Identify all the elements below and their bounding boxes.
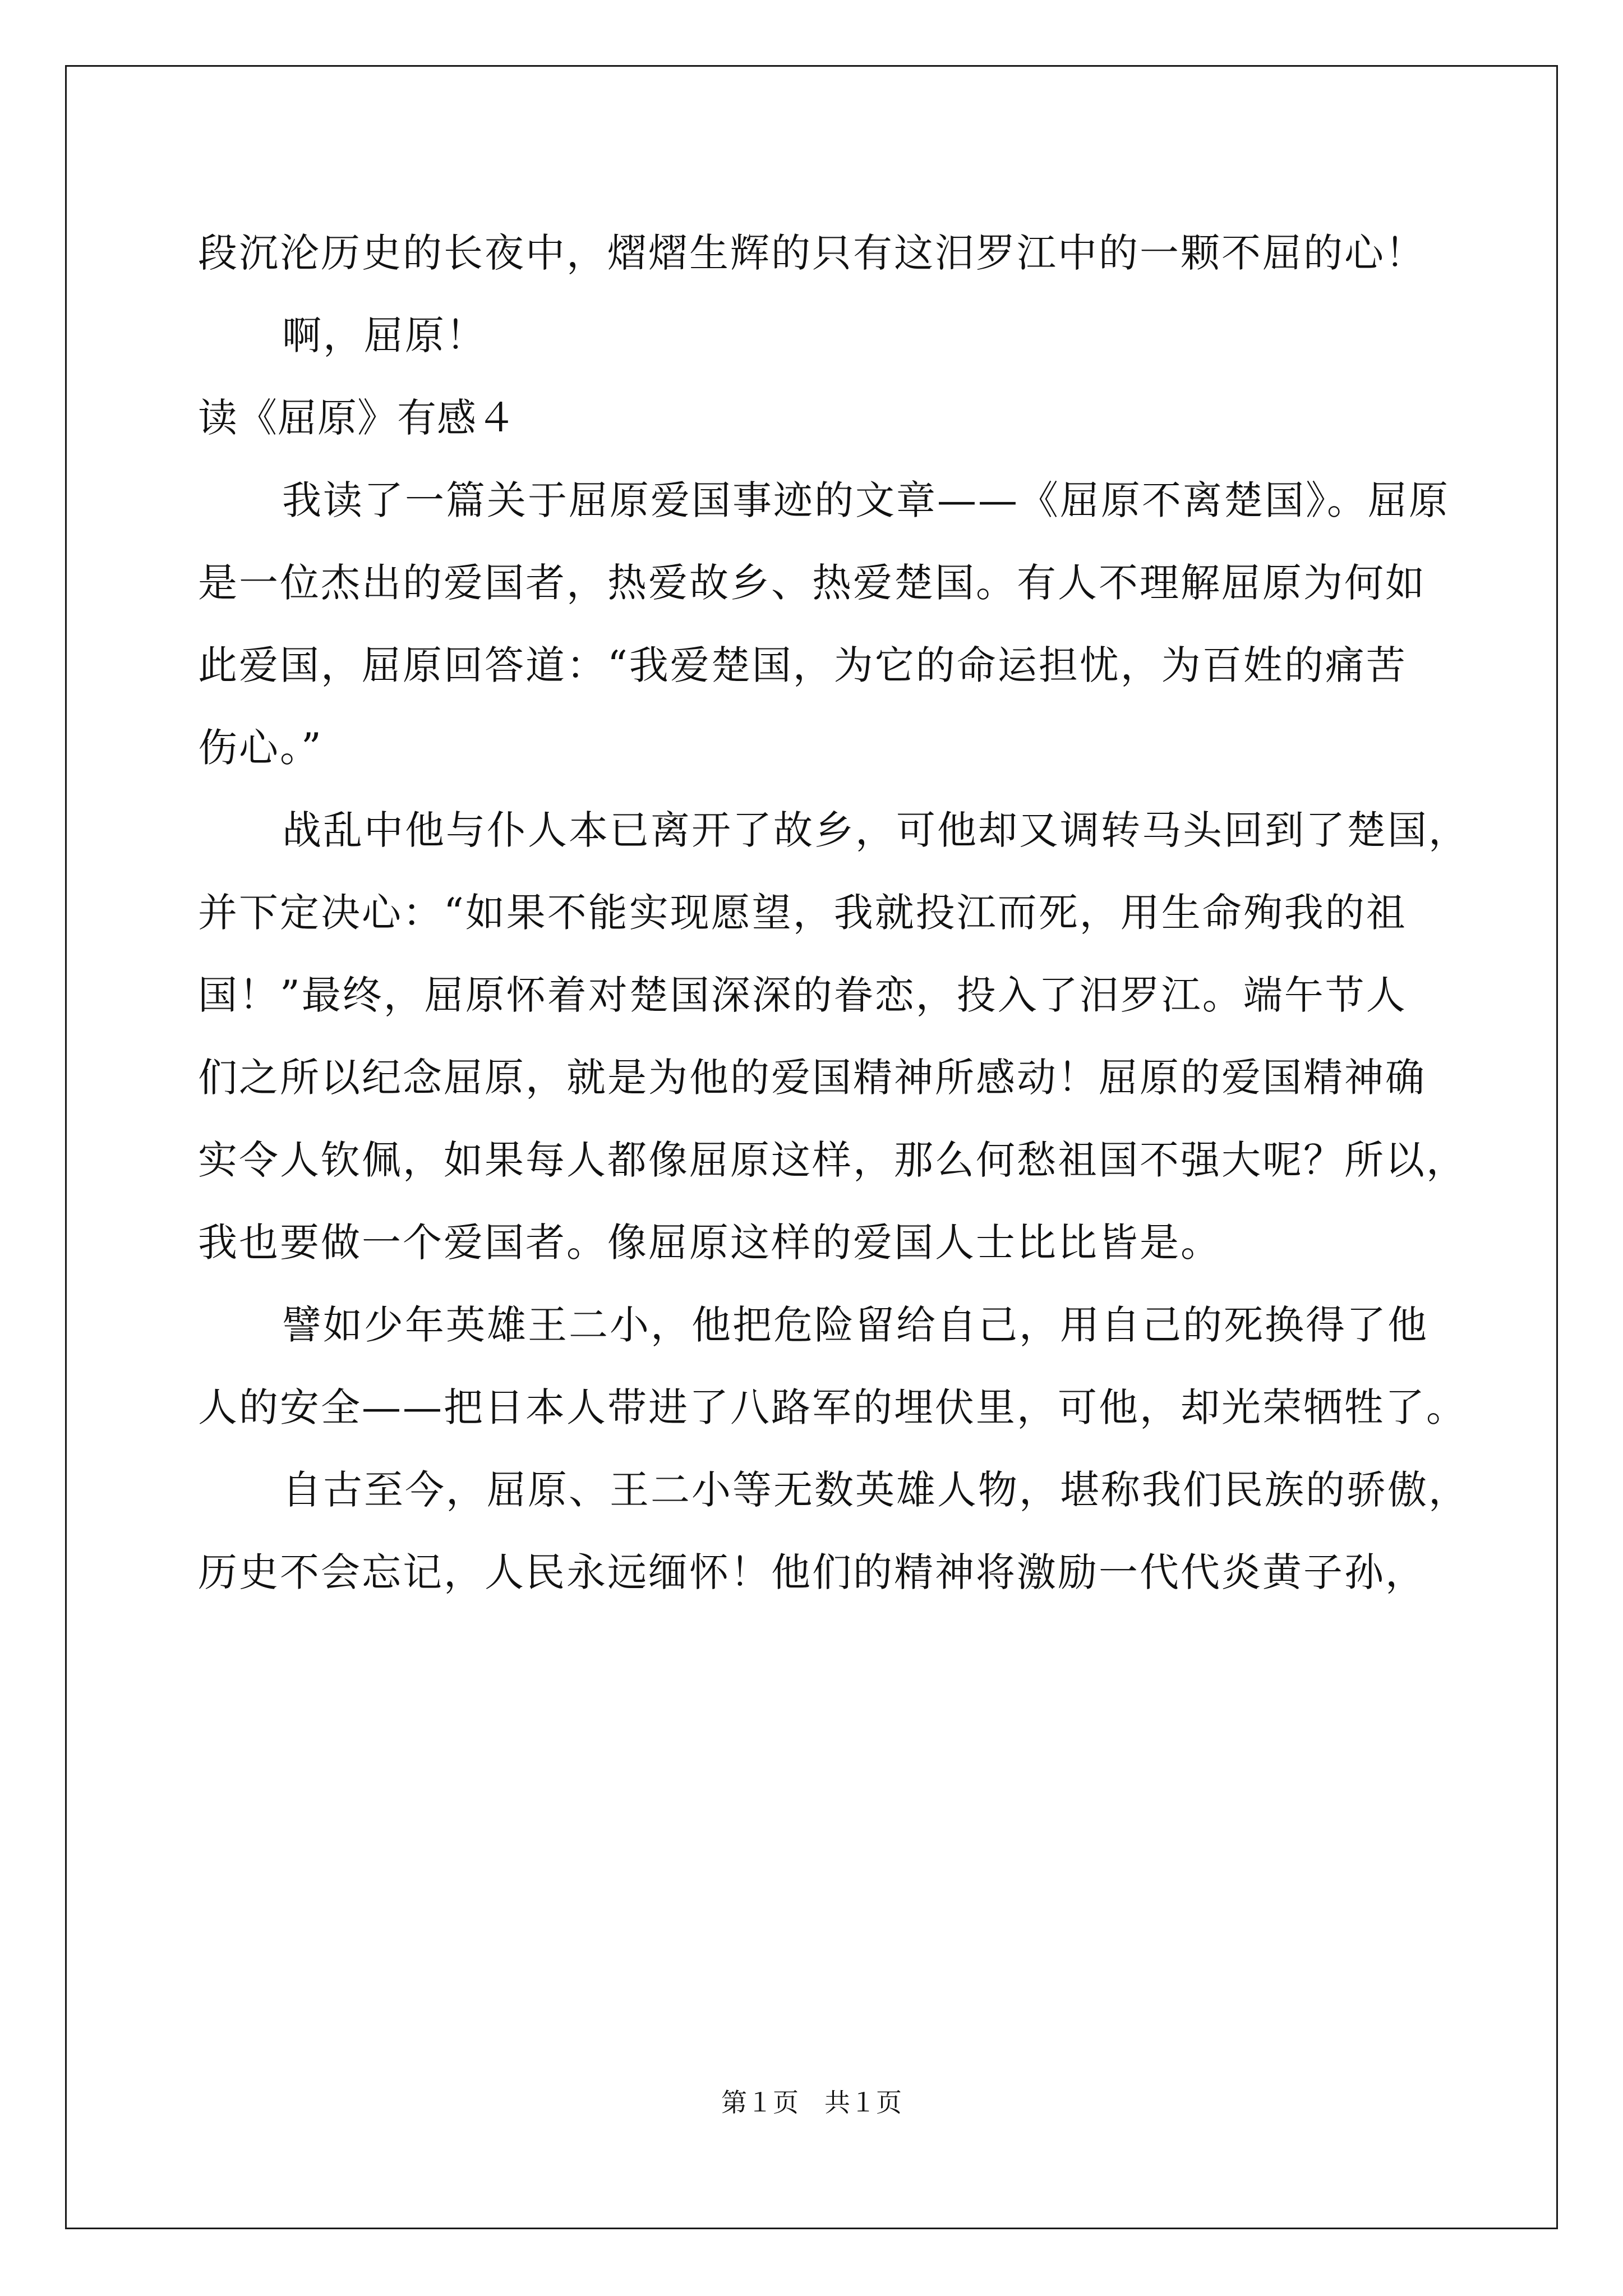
text-line: 段沉沦历史的长夜中，熠熠生辉的只有这汨罗江中的一颗不屈的心！ <box>198 230 1426 276</box>
text-line: 历史不会忘记，人民永远缅怀！他们的精神将激励一代代炎黄子孙， <box>198 1549 1426 1595</box>
text-line: 自古至今，屈原、王二小等无数英雄人物，堪称我们民族的骄傲， <box>282 1467 1469 1513</box>
page-footer: 第１页 共１页 <box>721 2087 902 2118</box>
text-line: 们之所以纪念屈原，就是为他的爱国精神所感动！屈原的爱国精神确 <box>198 1055 1426 1101</box>
text-line: 我也要做一个爱国者。像屈原这样的爱国人士比比皆是。 <box>198 1220 1221 1266</box>
text-line: 人的安全——把日本人带进了八路军的埋伏里，可他，却光荣牺牲了。 <box>198 1384 1467 1430</box>
text-line: 啊，屈原！ <box>282 312 487 358</box>
text-line: 此爱国，屈原回答道：“我爱楚国，为它的命运担忧，为百姓的痛苦 <box>198 642 1407 688</box>
text-line: 是一位杰出的爱国者，热爱故乡、热爱楚国。有人不理解屈原为何如 <box>198 560 1426 606</box>
section-heading: 读《屈原》有感４ <box>198 395 517 441</box>
text-line: 我读了一篇关于屈原爱国事迹的文章——《屈原不离楚国》。屈原 <box>282 477 1450 523</box>
text-line: 并下定决心：“如果不能实现愿望，我就投江而死，用生命殉我的祖 <box>198 890 1407 936</box>
text-line: 伤心。” <box>198 725 323 771</box>
text-line: 战乱中他与仆人本已离开了故乡，可他却又调转马头回到了楚国， <box>282 807 1469 853</box>
text-line: 国！”最终，屈原怀着对楚国深深的眷恋，投入了汨罗江。端午节人 <box>198 972 1407 1018</box>
text-line: 实令人钦佩，如果每人都像屈原这样，那么何愁祖国不强大呢？所以， <box>198 1137 1467 1183</box>
document-body <box>198 212 1469 1614</box>
text-line: 譬如少年英雄王二小，他把危险留给自己，用自己的死换得了他 <box>282 1302 1428 1348</box>
